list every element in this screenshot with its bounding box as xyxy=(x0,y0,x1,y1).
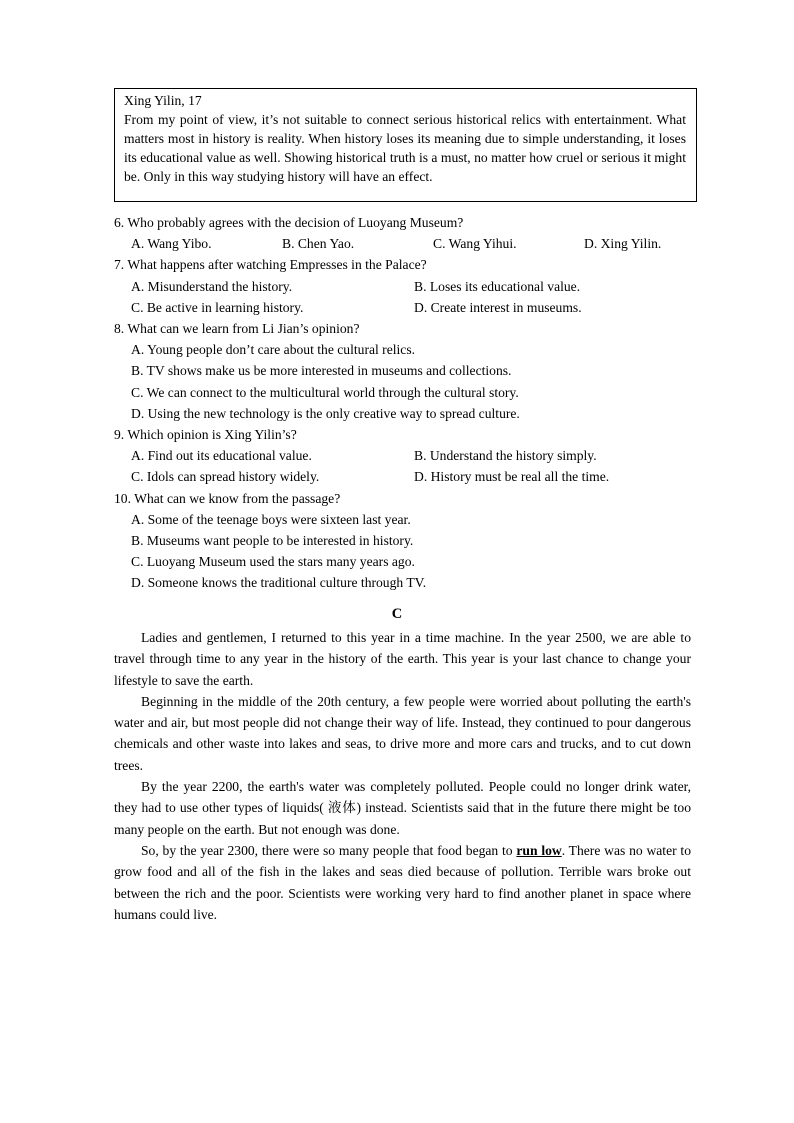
option-d: D. History must be real all the time. xyxy=(414,469,610,485)
opinion-author: Xing Yilin, 17 xyxy=(124,93,202,108)
question-stem: 10. What can we know from the passage? xyxy=(114,490,341,506)
option-b: B. Museums want people to be interested in history. xyxy=(131,533,414,549)
question-10 xyxy=(114,488,697,594)
passage-paragraph: Beginning in the middle of the 20th century, a few people were worried about polluting the earth's water and air, but most people did not change their way of life. Instead, they continued to pour dangerous chemicals and other waste into lakes and seas, to drive more and more cars and trucks, and to cut down trees. xyxy=(114,693,691,773)
option-row xyxy=(114,572,697,593)
option-row xyxy=(114,403,697,424)
question-stem: 9. Which opinion is Xing Yilin’s? xyxy=(114,427,297,443)
option-row xyxy=(114,445,697,466)
opinion-text: From my point of view, it’s not suitable to connect serious historical relics with entertainment. What matters most in history is reality. When history loses its meaning due to simple understanding, it loses its educational value as well. Showing historical truth is a must, no matter how cruel or serious it might be. Only in this way studying history will have an effect. xyxy=(124,112,686,184)
option-row xyxy=(114,297,697,318)
paragraph-text: . There was no water to grow food and all of the fish in the lakes and seas died because of pollution. Terrible wars broke out between the rich and the poor. Scientists were working very hard to find another planet in space where humans could live. xyxy=(114,842,691,922)
passage xyxy=(114,627,691,925)
option-row xyxy=(114,339,697,360)
option-row xyxy=(114,233,697,254)
question-9 xyxy=(114,424,697,488)
option-c: C. Be active in learning history. xyxy=(131,299,304,315)
option-d: D. Someone knows the traditional culture through TV. xyxy=(131,575,427,591)
question-stem: 7. What happens after watching Empresses in the Palace? xyxy=(114,257,427,273)
option-b: B. Loses its educational value. xyxy=(414,278,581,294)
option-a: A. Some of the teenage boys were sixteen last year. xyxy=(131,511,411,527)
option-row xyxy=(114,551,697,572)
question-6 xyxy=(114,212,697,254)
option-d: D. Xing Yilin. xyxy=(584,236,662,252)
option-a: A. Find out its educational value. xyxy=(131,448,312,464)
section-heading: C xyxy=(391,606,403,622)
option-d: D. Create interest in museums. xyxy=(414,299,582,315)
opinion-box xyxy=(114,88,697,202)
option-c: C. Wang Yihui. xyxy=(433,236,517,252)
option-row xyxy=(114,466,697,487)
paragraph-text: So, by the year 2300, there were so many people that food began to xyxy=(141,842,517,858)
option-row xyxy=(114,530,697,551)
passage-paragraph: Ladies and gentlemen, I returned to this year in a time machine. In the year 2500, we are able to travel through time to any year in the history of the earth. This year is your last chance to change your lifestyle to save the earth. xyxy=(114,630,691,688)
option-a: A. Young people don’t care about the cultural relics. xyxy=(131,342,416,358)
underlined-phrase: run low xyxy=(516,842,562,858)
question-stem: 6. Who probably agrees with the decision of Luoyang Museum? xyxy=(114,215,464,230)
option-row xyxy=(114,382,697,403)
passage-paragraph xyxy=(114,840,691,925)
option-b: B. TV shows make us be more interested in museums and collections. xyxy=(131,363,512,379)
passage-paragraph: By the year 2200, the earth's water was completely polluted. People could no longer drink water, they had to use other types of liquids( 液体) instead. Scientists said that in the future there might be too many people on the earth. But not enough was done. xyxy=(114,779,691,837)
option-d: D. Using the new technology is the only creative way to spread culture. xyxy=(131,405,520,421)
questions-list xyxy=(114,212,697,594)
option-c: C. Luoyang Museum used the stars many years ago. xyxy=(131,554,415,570)
option-row xyxy=(114,276,697,297)
option-b: B. Understand the history simply. xyxy=(414,448,597,464)
question-8 xyxy=(114,318,697,424)
question-7 xyxy=(114,254,697,318)
option-c: C. We can connect to the multicultural world through the cultural story. xyxy=(131,384,519,400)
option-a: A. Misunderstand the history. xyxy=(131,278,293,294)
option-b: B. Chen Yao. xyxy=(282,236,355,252)
option-c: C. Idols can spread history widely. xyxy=(131,469,320,485)
option-row xyxy=(114,509,697,530)
option-a: A. Wang Yibo. xyxy=(131,236,212,252)
option-row xyxy=(114,360,697,381)
question-stem: 8. What can we learn from Li Jian’s opinion? xyxy=(114,321,360,337)
